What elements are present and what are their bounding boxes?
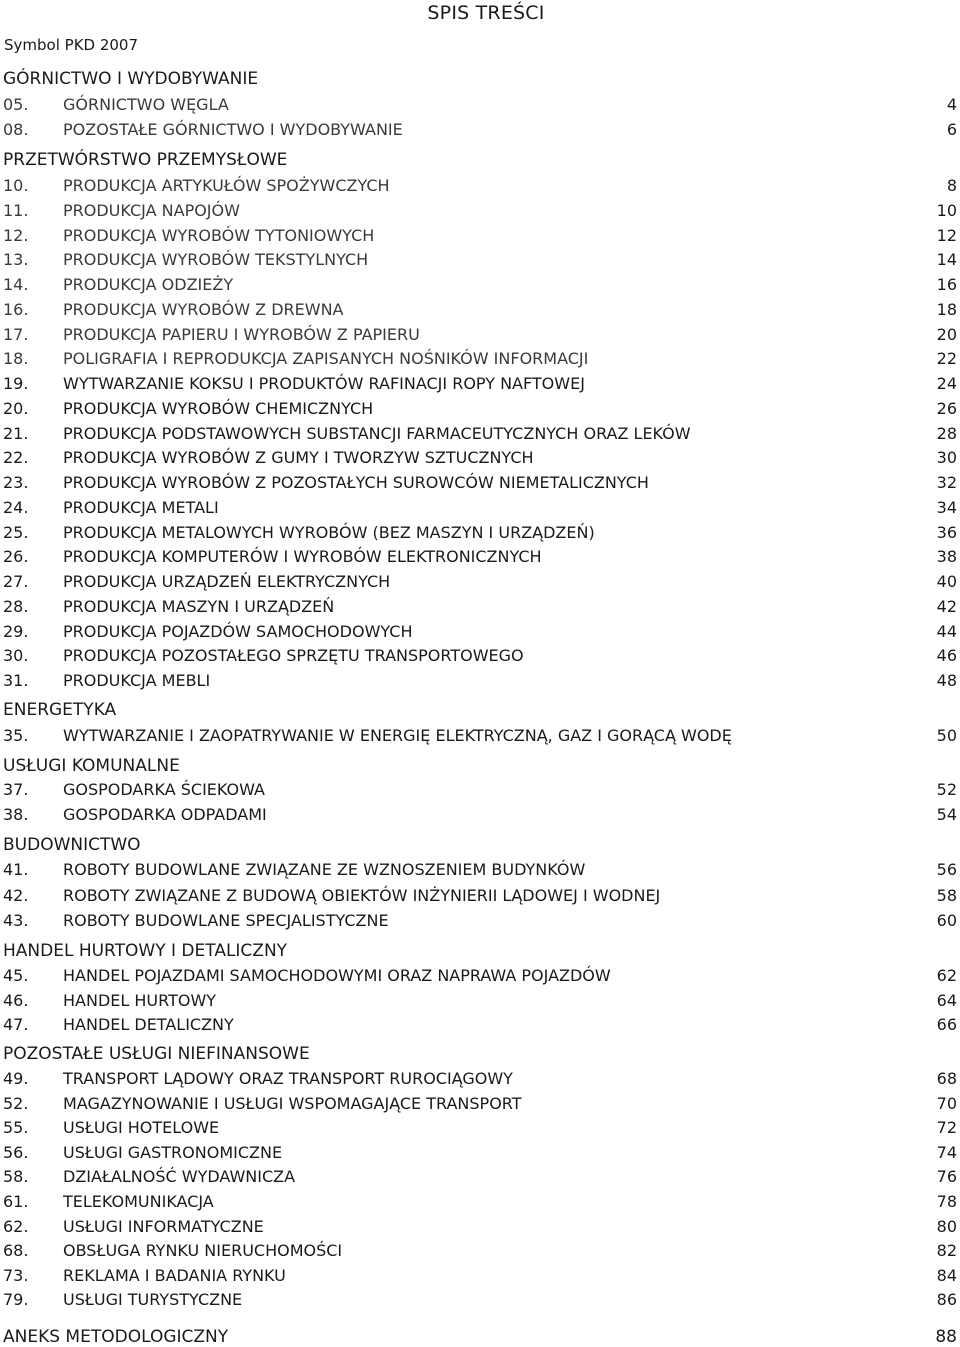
toc-entry — [3, 860, 957, 882]
entry-title: PRODUKCJA ODZIEŻY — [63, 275, 234, 294]
entry-title: DZIAŁALNOŚĆ WYDAWNICZA — [63, 1167, 296, 1186]
entry-title: TRANSPORT LĄDOWY ORAZ TRANSPORT RUROCIĄGOWY — [63, 1069, 513, 1088]
entry-title: GOSPODARKA ŚCIEKOWA — [63, 780, 265, 799]
toc-entry — [3, 176, 957, 198]
toc-entry — [3, 572, 957, 594]
pkd-code: 21. — [3, 424, 29, 443]
page-number: 74 — [936, 1143, 957, 1162]
aneks-row — [3, 1327, 957, 1347]
toc-entry — [3, 671, 957, 693]
pkd-code: 62. — [3, 1217, 29, 1236]
pkd-code: 12. — [3, 226, 29, 245]
page-number: 20 — [936, 325, 957, 344]
pkd-code: 47. — [3, 1015, 29, 1034]
toc-entry — [3, 1241, 957, 1263]
entry-title: PRODUKCJA NAPOJÓW — [63, 201, 240, 220]
toc-entry — [3, 226, 957, 248]
section-heading: POZOSTAŁE USŁUGI NIEFINANSOWE — [3, 1044, 310, 1064]
pkd-code: 56. — [3, 1143, 29, 1162]
toc-entry — [3, 120, 957, 142]
pkd-code: 16. — [3, 300, 29, 319]
entry-title: POZOSTAŁE GÓRNICTWO I WYDOBYWANIE — [63, 120, 403, 139]
toc-entry — [3, 911, 957, 933]
page-number: 40 — [936, 572, 957, 591]
entry-title: PRODUKCJA METALOWYCH WYROBÓW (BEZ MASZYN I URZĄDZEŃ) — [63, 523, 595, 542]
pkd-code: 52. — [3, 1094, 29, 1113]
toc-entry — [3, 250, 957, 272]
page-number: 36 — [936, 523, 957, 542]
page-number: 78 — [936, 1192, 957, 1211]
toc-entry — [3, 399, 957, 421]
pkd-code: 23. — [3, 473, 29, 492]
aneks-page-number: 88 — [935, 1327, 957, 1347]
toc-entry — [3, 1015, 957, 1037]
pkd-code: 73. — [3, 1266, 29, 1285]
entry-title: ROBOTY ZWIĄZANE Z BUDOWĄ OBIEKTÓW INŻYNIERII LĄDOWEJ I WODNEJ — [63, 886, 661, 905]
page-number: 4 — [946, 95, 957, 114]
entry-title: PRODUKCJA PAPIERU I WYROBÓW Z PAPIERU — [63, 325, 420, 344]
pkd-code: 24. — [3, 498, 29, 517]
page-number: 38 — [936, 547, 957, 566]
pkd-code: 22. — [3, 448, 29, 467]
pkd-code: 05. — [3, 95, 29, 114]
entry-title: HANDEL HURTOWY — [63, 991, 217, 1010]
entry-title: OBSŁUGA RYNKU NIERUCHOMOŚCI — [63, 1241, 343, 1260]
pkd-code: 28. — [3, 597, 29, 616]
pkd-code: 08. — [3, 120, 29, 139]
pkd-code: 49. — [3, 1069, 29, 1088]
toc-entry — [3, 1094, 957, 1116]
toc-entry — [3, 523, 957, 545]
entry-title: PRODUKCJA WYROBÓW Z DREWNA — [63, 300, 344, 319]
entry-title: USŁUGI INFORMATYCZNE — [63, 1217, 264, 1236]
page-number: 16 — [936, 275, 957, 294]
page-number: 24 — [936, 374, 957, 393]
section-heading: USŁUGI KOMUNALNE — [3, 756, 180, 776]
entry-title: ROBOTY BUDOWLANE SPECJALISTYCZNE — [63, 911, 389, 930]
toc-entry — [3, 646, 957, 668]
page-number: 6 — [946, 120, 957, 139]
page-number: 56 — [936, 860, 957, 879]
page-number: 72 — [936, 1118, 957, 1137]
page-number: 44 — [936, 622, 957, 641]
toc-entry — [3, 95, 957, 117]
entry-title: MAGAZYNOWANIE I USŁUGI WSPOMAGAJĄCE TRANSPORT — [63, 1094, 522, 1113]
entry-title: PRODUKCJA WYROBÓW TEKSTYLNYCH — [63, 250, 369, 269]
toc-entry — [3, 597, 957, 619]
page-number: 86 — [936, 1290, 957, 1309]
toc-entry — [3, 1143, 957, 1165]
entry-title: PRODUKCJA METALI — [63, 498, 219, 517]
page-number: 64 — [936, 991, 957, 1010]
toc-entry — [3, 622, 957, 644]
entry-title: REKLAMA I BADANIA RYNKU — [63, 1266, 286, 1285]
pkd-code: 68. — [3, 1241, 29, 1260]
page-number: 28 — [936, 424, 957, 443]
pkd-code: 26. — [3, 547, 29, 566]
pkd-code: 79. — [3, 1290, 29, 1309]
page-number: 84 — [936, 1266, 957, 1285]
entry-title: PRODUKCJA MASZYN I URZĄDZEŃ — [63, 597, 335, 616]
entry-title: HANDEL DETALICZNY — [63, 1015, 234, 1034]
entry-title: PRODUKCJA WYROBÓW Z POZOSTAŁYCH SUROWCÓW NIEMETALICZNYCH — [63, 473, 649, 492]
entry-title: USŁUGI TURYSTYCZNE — [63, 1290, 243, 1309]
toc-entry — [3, 448, 957, 470]
toc-entry — [3, 1118, 957, 1140]
toc-entry — [3, 1290, 957, 1312]
section-heading: GÓRNICTWO I WYDOBYWANIE — [3, 69, 259, 89]
page-number: 22 — [936, 349, 957, 368]
page-number: 32 — [936, 473, 957, 492]
page-number: 10 — [936, 201, 957, 220]
page-title: SPIS TREŚCI — [427, 2, 545, 24]
toc-entry — [3, 780, 957, 802]
page-number: 50 — [936, 726, 957, 745]
entry-title: PRODUKCJA ARTYKUŁÓW SPOŻYWCZYCH — [63, 176, 390, 195]
entry-title: TELEKOMUNIKACJA — [63, 1192, 214, 1211]
page-number: 82 — [936, 1241, 957, 1260]
page-number: 46 — [936, 646, 957, 665]
page-number: 62 — [936, 966, 957, 985]
page-number: 60 — [936, 911, 957, 930]
page-number: 66 — [936, 1015, 957, 1034]
entry-title: PRODUKCJA KOMPUTERÓW I WYROBÓW ELEKTRONICZNYCH — [63, 547, 542, 566]
entry-title: PRODUKCJA WYROBÓW TYTONIOWYCH — [63, 226, 375, 245]
toc-entry — [3, 325, 957, 347]
page-number: 30 — [936, 448, 957, 467]
entry-title: GOSPODARKA ODPADAMI — [63, 805, 267, 824]
entry-title: WYTWARZANIE KOKSU I PRODUKTÓW RAFINACJI ROPY NAFTOWEJ — [63, 374, 585, 393]
toc-entry — [3, 805, 957, 827]
pkd-code: 45. — [3, 966, 29, 985]
page-number: 18 — [936, 300, 957, 319]
pkd-code: 61. — [3, 1192, 29, 1211]
toc-entry — [3, 991, 957, 1013]
toc-entry — [3, 300, 957, 322]
entry-title: ROBOTY BUDOWLANE ZWIĄZANE ZE WZNOSZENIEM BUDYNKÓW — [63, 860, 586, 879]
page-number: 34 — [936, 498, 957, 517]
aneks-title: ANEKS METODOLOGICZNY — [3, 1327, 229, 1347]
page-number: 26 — [936, 399, 957, 418]
pkd-code: 10. — [3, 176, 29, 195]
toc-entry — [3, 547, 957, 569]
pkd-code: 43. — [3, 911, 29, 930]
entry-title: PRODUKCJA URZĄDZEŃ ELEKTRYCZNYCH — [63, 572, 391, 591]
toc-entry — [3, 966, 957, 988]
pkd-code: 29. — [3, 622, 29, 641]
toc-entry — [3, 349, 957, 371]
page-number: 58 — [936, 886, 957, 905]
page-number: 76 — [936, 1167, 957, 1186]
pkd-code: 58. — [3, 1167, 29, 1186]
entry-title: PRODUKCJA POZOSTAŁEGO SPRZĘTU TRANSPORTOWEGO — [63, 646, 524, 665]
pkd-code: 25. — [3, 523, 29, 542]
pkd-code: 30. — [3, 646, 29, 665]
entry-title: PRODUKCJA PODSTAWOWYCH SUBSTANCJI FARMACEUTYCZNYCH ORAZ LEKÓW — [63, 424, 691, 443]
pkd-code: 17. — [3, 325, 29, 344]
entry-title: PRODUKCJA POJAZDÓW SAMOCHODOWYCH — [63, 622, 413, 641]
pkd-code: 46. — [3, 991, 29, 1010]
page-number: 42 — [936, 597, 957, 616]
toc-entry — [3, 1167, 957, 1189]
entry-title: POLIGRAFIA I REPRODUKCJA ZAPISANYCH NOŚNIKÓW INFORMACJI — [63, 349, 589, 368]
page-number: 48 — [936, 671, 957, 690]
toc-entry — [3, 275, 957, 297]
page-number: 14 — [936, 250, 957, 269]
pkd-code: 14. — [3, 275, 29, 294]
page-number: 8 — [946, 176, 957, 195]
entry-title: PRODUKCJA WYROBÓW Z GUMY I TWORZYW SZTUCZNYCH — [63, 448, 534, 467]
pkd-code: 41. — [3, 860, 29, 879]
entry-title: HANDEL POJAZDAMI SAMOCHODOWYMI ORAZ NAPRAWA POJAZDÓW — [63, 966, 611, 985]
toc-entry — [3, 424, 957, 446]
page-number: 12 — [936, 226, 957, 245]
pkd-code: 38. — [3, 805, 29, 824]
pkd-code: 35. — [3, 726, 29, 745]
entry-title: PRODUKCJA MEBLI — [63, 671, 211, 690]
page-number: 54 — [936, 805, 957, 824]
pkd-code: 37. — [3, 780, 29, 799]
page-number: 80 — [936, 1217, 957, 1236]
toc-entry — [3, 201, 957, 223]
pkd-code: 27. — [3, 572, 29, 591]
section-heading: PRZETWÓRSTWO PRZEMYSŁOWE — [3, 150, 288, 170]
entry-title: WYTWARZANIE I ZAOPATRYWANIE W ENERGIĘ ELEKTRYCZNĄ, GAZ I GORĄCĄ WODĘ — [63, 726, 732, 745]
page-number: 68 — [936, 1069, 957, 1088]
entry-title: GÓRNICTWO WĘGLA — [63, 95, 229, 114]
pkd-code: 18. — [3, 349, 29, 368]
toc-entry — [3, 886, 957, 908]
section-heading: BUDOWNICTWO — [3, 835, 141, 855]
pkd-code: 13. — [3, 250, 29, 269]
section-heading: HANDEL HURTOWY I DETALICZNY — [3, 941, 288, 961]
pkd-symbol-label: Symbol PKD 2007 — [4, 36, 139, 54]
toc-entry — [3, 1069, 957, 1091]
toc-entry — [3, 1266, 957, 1288]
toc-entry — [3, 498, 957, 520]
pkd-code: 11. — [3, 201, 29, 220]
pkd-code: 19. — [3, 374, 29, 393]
pkd-code: 31. — [3, 671, 29, 690]
toc-entry — [3, 374, 957, 396]
toc-entry — [3, 1192, 957, 1214]
page-number: 70 — [936, 1094, 957, 1113]
toc-entry — [3, 473, 957, 495]
pkd-code: 20. — [3, 399, 29, 418]
pkd-code: 55. — [3, 1118, 29, 1137]
entry-title: USŁUGI HOTELOWE — [63, 1118, 220, 1137]
toc-entry — [3, 726, 957, 748]
entry-title: USŁUGI GASTRONOMICZNE — [63, 1143, 283, 1162]
page-number: 52 — [936, 780, 957, 799]
toc-entry — [3, 1217, 957, 1239]
pkd-code: 42. — [3, 886, 29, 905]
section-heading: ENERGETYKA — [3, 700, 117, 720]
entry-title: PRODUKCJA WYROBÓW CHEMICZNYCH — [63, 399, 374, 418]
